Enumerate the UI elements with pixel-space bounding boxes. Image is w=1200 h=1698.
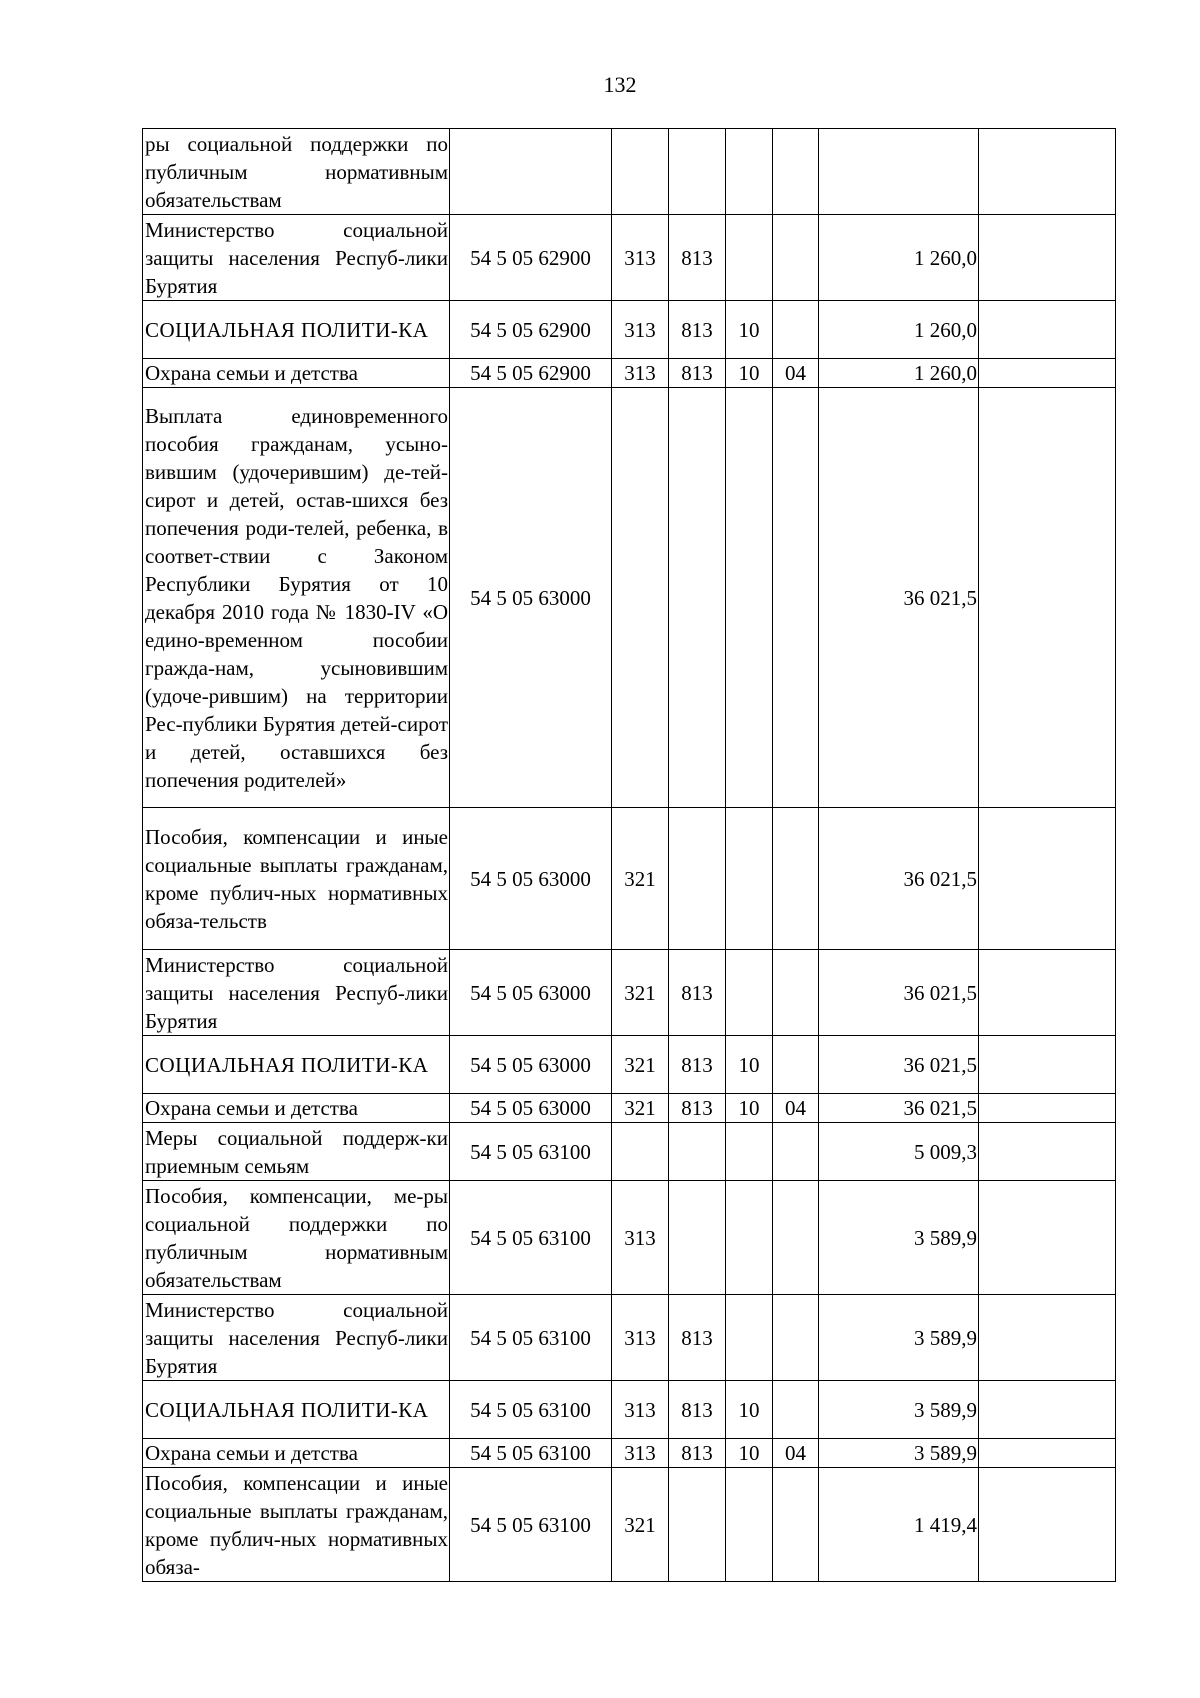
table-row bbox=[143, 359, 1116, 388]
row-expense-type-cell: 321 bbox=[612, 1468, 669, 1582]
row-target-article-cell: 54 5 05 63000 bbox=[450, 808, 612, 950]
row-section-cell bbox=[726, 129, 773, 215]
table-row bbox=[143, 1094, 1116, 1123]
row-target-article-cell: 54 5 05 62900 bbox=[450, 301, 612, 359]
row-extra-cell bbox=[979, 950, 1116, 1036]
row-administrator-cell: 813 bbox=[669, 359, 726, 388]
row-extra-cell bbox=[979, 1123, 1116, 1181]
row-target-article-cell: 54 5 05 63100 bbox=[450, 1381, 612, 1439]
row-name-cell: Пособия, компенсации и иные социальные выплаты гражданам, кроме публич-ных нормативных обяза-тельств bbox=[143, 808, 450, 950]
row-amount-cell: 36 021,5 bbox=[819, 950, 979, 1036]
row-extra-cell bbox=[979, 1295, 1116, 1381]
row-section-cell: 10 bbox=[726, 301, 773, 359]
row-extra-cell bbox=[979, 808, 1116, 950]
row-subsection-cell: 04 bbox=[773, 1439, 819, 1468]
row-expense-type-cell: 313 bbox=[612, 301, 669, 359]
row-section-cell: 10 bbox=[726, 359, 773, 388]
row-extra-cell bbox=[979, 301, 1116, 359]
row-subsection-cell bbox=[773, 950, 819, 1036]
row-extra-cell bbox=[979, 1094, 1116, 1123]
row-target-article-cell: 54 5 05 63100 bbox=[450, 1123, 612, 1181]
row-name-cell: Охрана семьи и детства bbox=[143, 359, 450, 388]
table-row bbox=[143, 1181, 1116, 1295]
row-amount-cell: 3 589,9 bbox=[819, 1181, 979, 1295]
row-name-cell: Пособия, компенсации, ме-ры социальной поддержки по публичным нормативным обязательствам bbox=[143, 1181, 450, 1295]
row-expense-type-cell bbox=[612, 1123, 669, 1181]
budget-table bbox=[142, 128, 1116, 1582]
page-number: 132 bbox=[603, 72, 637, 97]
row-extra-cell bbox=[979, 359, 1116, 388]
row-expense-type-cell bbox=[612, 129, 669, 215]
row-subsection-cell bbox=[773, 1123, 819, 1181]
table-row bbox=[143, 1123, 1116, 1181]
row-subsection-cell bbox=[773, 1381, 819, 1439]
row-administrator-cell bbox=[669, 1468, 726, 1582]
table-body bbox=[143, 129, 1116, 1582]
row-subsection-cell: 04 bbox=[773, 359, 819, 388]
row-extra-cell bbox=[979, 215, 1116, 301]
row-amount-cell: 3 589,9 bbox=[819, 1381, 979, 1439]
table-row bbox=[143, 129, 1116, 215]
row-amount-cell: 36 021,5 bbox=[819, 388, 979, 808]
row-expense-type-cell bbox=[612, 388, 669, 808]
row-amount-cell: 1 260,0 bbox=[819, 215, 979, 301]
row-extra-cell bbox=[979, 129, 1116, 215]
row-administrator-cell: 813 bbox=[669, 301, 726, 359]
row-subsection-cell bbox=[773, 1468, 819, 1582]
table-row bbox=[143, 215, 1116, 301]
row-section-cell bbox=[726, 1468, 773, 1582]
row-expense-type-cell: 313 bbox=[612, 359, 669, 388]
row-section-cell bbox=[726, 1123, 773, 1181]
row-administrator-cell: 813 bbox=[669, 1036, 726, 1094]
row-target-article-cell: 54 5 05 63000 bbox=[450, 1094, 612, 1123]
row-section-cell: 10 bbox=[726, 1381, 773, 1439]
table-row bbox=[143, 950, 1116, 1036]
row-section-cell: 10 bbox=[726, 1036, 773, 1094]
row-target-article-cell: 54 5 05 63100 bbox=[450, 1468, 612, 1582]
row-expense-type-cell: 313 bbox=[612, 1439, 669, 1468]
row-expense-type-cell: 321 bbox=[612, 808, 669, 950]
row-name-cell: СОЦИАЛЬНАЯ ПОЛИТИ-КА bbox=[143, 1036, 450, 1094]
row-extra-cell bbox=[979, 1468, 1116, 1582]
row-subsection-cell bbox=[773, 215, 819, 301]
row-subsection-cell bbox=[773, 388, 819, 808]
row-administrator-cell bbox=[669, 1181, 726, 1295]
row-name-cell: Выплата единовременного пособия гражданам, усыно-вившим (удочерившим) де-тей-сирот и детей, остав-шихся без попечения роди-телей, ребенка, в соответ-ствии с Законом Республики Бурятия от 10 декабря 2010 года № 1830-IV «О едино-временном пособии гражда-нам, усыновившим (удоче-рившим) на территории Рес-публики Бурятия детей-сирот и детей, оставшихся без попечения родителей» bbox=[143, 388, 450, 808]
row-extra-cell bbox=[979, 1036, 1116, 1094]
table-row bbox=[143, 1036, 1116, 1094]
row-expense-type-cell: 313 bbox=[612, 1381, 669, 1439]
row-section-cell bbox=[726, 388, 773, 808]
row-section-cell bbox=[726, 1295, 773, 1381]
row-section-cell: 10 bbox=[726, 1439, 773, 1468]
row-section-cell bbox=[726, 950, 773, 1036]
row-extra-cell bbox=[979, 1439, 1116, 1468]
row-expense-type-cell: 321 bbox=[612, 1036, 669, 1094]
row-amount-cell: 1 260,0 bbox=[819, 301, 979, 359]
row-amount-cell: 1 419,4 bbox=[819, 1468, 979, 1582]
row-target-article-cell: 54 5 05 62900 bbox=[450, 359, 612, 388]
row-amount-cell bbox=[819, 129, 979, 215]
row-subsection-cell bbox=[773, 808, 819, 950]
row-name-cell: Охрана семьи и детства bbox=[143, 1094, 450, 1123]
row-name-cell: Министерство социальной защиты населения Респуб-лики Бурятия bbox=[143, 215, 450, 301]
row-section-cell: 10 bbox=[726, 1094, 773, 1123]
row-target-article-cell bbox=[450, 129, 612, 215]
row-administrator-cell bbox=[669, 129, 726, 215]
row-name-cell: Министерство социальной защиты населения Респуб-лики Бурятия bbox=[143, 950, 450, 1036]
row-extra-cell bbox=[979, 1381, 1116, 1439]
row-administrator-cell bbox=[669, 388, 726, 808]
table-row bbox=[143, 808, 1116, 950]
table-row bbox=[143, 1381, 1116, 1439]
row-administrator-cell: 813 bbox=[669, 950, 726, 1036]
row-name-cell: ры социальной поддержки по публичным нормативным обязательствам bbox=[143, 129, 450, 215]
row-administrator-cell bbox=[669, 808, 726, 950]
row-amount-cell: 3 589,9 bbox=[819, 1295, 979, 1381]
row-administrator-cell bbox=[669, 1123, 726, 1181]
row-target-article-cell: 54 5 05 63100 bbox=[450, 1181, 612, 1295]
row-administrator-cell: 813 bbox=[669, 1381, 726, 1439]
row-expense-type-cell: 313 bbox=[612, 1295, 669, 1381]
row-subsection-cell bbox=[773, 301, 819, 359]
row-target-article-cell: 54 5 05 63000 bbox=[450, 950, 612, 1036]
row-target-article-cell: 54 5 05 63000 bbox=[450, 1036, 612, 1094]
row-name-cell: СОЦИАЛЬНАЯ ПОЛИТИ-КА bbox=[143, 1381, 450, 1439]
table-row bbox=[143, 1439, 1116, 1468]
row-expense-type-cell: 313 bbox=[612, 1181, 669, 1295]
row-name-cell: Охрана семьи и детства bbox=[143, 1439, 450, 1468]
row-name-cell: Министерство социальной защиты населения Респуб-лики Бурятия bbox=[143, 1295, 450, 1381]
row-expense-type-cell: 321 bbox=[612, 1094, 669, 1123]
row-administrator-cell: 813 bbox=[669, 1439, 726, 1468]
row-target-article-cell: 54 5 05 62900 bbox=[450, 215, 612, 301]
row-administrator-cell: 813 bbox=[669, 215, 726, 301]
table-row bbox=[143, 301, 1116, 359]
row-amount-cell: 36 021,5 bbox=[819, 808, 979, 950]
row-administrator-cell: 813 bbox=[669, 1295, 726, 1381]
row-name-cell: СОЦИАЛЬНАЯ ПОЛИТИ-КА bbox=[143, 301, 450, 359]
row-section-cell bbox=[726, 215, 773, 301]
row-extra-cell bbox=[979, 1181, 1116, 1295]
row-subsection-cell bbox=[773, 1036, 819, 1094]
row-amount-cell: 36 021,5 bbox=[819, 1094, 979, 1123]
row-subsection-cell bbox=[773, 1181, 819, 1295]
table-row bbox=[143, 388, 1116, 808]
row-amount-cell: 5 009,3 bbox=[819, 1123, 979, 1181]
row-subsection-cell bbox=[773, 129, 819, 215]
row-name-cell: Пособия, компенсации и иные социальные выплаты гражданам, кроме публич-ных нормативных обяза- bbox=[143, 1468, 450, 1582]
row-expense-type-cell: 313 bbox=[612, 215, 669, 301]
row-administrator-cell: 813 bbox=[669, 1094, 726, 1123]
row-target-article-cell: 54 5 05 63100 bbox=[450, 1295, 612, 1381]
table-row bbox=[143, 1468, 1116, 1582]
row-target-article-cell: 54 5 05 63100 bbox=[450, 1439, 612, 1468]
row-section-cell bbox=[726, 808, 773, 950]
table-row bbox=[143, 1295, 1116, 1381]
row-amount-cell: 36 021,5 bbox=[819, 1036, 979, 1094]
row-amount-cell: 1 260,0 bbox=[819, 359, 979, 388]
row-section-cell bbox=[726, 1181, 773, 1295]
row-extra-cell bbox=[979, 388, 1116, 808]
row-name-cell: Меры социальной поддерж-ки приемным семьям bbox=[143, 1123, 450, 1181]
row-target-article-cell: 54 5 05 63000 bbox=[450, 388, 612, 808]
row-subsection-cell bbox=[773, 1295, 819, 1381]
row-amount-cell: 3 589,9 bbox=[819, 1439, 979, 1468]
row-subsection-cell: 04 bbox=[773, 1094, 819, 1123]
row-expense-type-cell: 321 bbox=[612, 950, 669, 1036]
